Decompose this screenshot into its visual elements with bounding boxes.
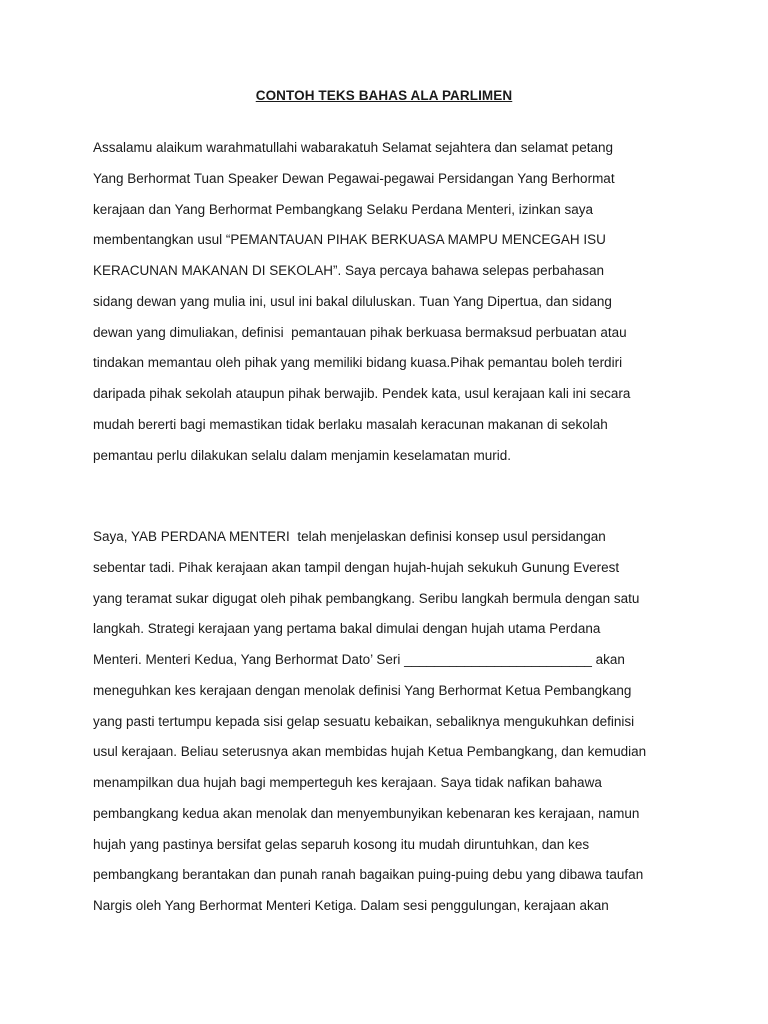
paragraph-2-line: yang teramat sukar digugat oleh pihak pembangkang. Seribu langkah bermula dengan satu bbox=[93, 591, 640, 606]
paragraph-2-line: pembangkang kedua akan menolak dan menyembunyikan kebenaran kes kerajaan, namun bbox=[93, 806, 640, 821]
paragraph-2-line: menampilkan dua hujah bagi memperteguh kes kerajaan. Saya tidak nafikan bahawa bbox=[93, 775, 602, 790]
paragraph-1-line: membentangkan usul “PEMANTAUAN PIHAK BERKUASA MAMPU MENCEGAH ISU bbox=[93, 232, 606, 247]
paragraph-1-line: daripada pihak sekolah ataupun pihak berwajib. Pendek kata, usul kerajaan kali ini secara bbox=[93, 386, 631, 401]
paragraph-2-line: hujah yang pastinya bersifat gelas separuh kosong itu mudah diruntuhkan, dan kes bbox=[93, 837, 590, 852]
paragraph-1-line: Assalamu alaikum warahmatullahi wabarakatuh Selamat sejahtera dan selamat petang bbox=[93, 140, 614, 155]
paragraph-2-line: sebentar tadi. Pihak kerajaan akan tampil dengan hujah-hujah sekukuh Gunung Everest bbox=[93, 560, 620, 575]
paragraph-2-line: meneguhkan kes kerajaan dengan menolak definisi Yang Berhormat Ketua Pembangkang bbox=[93, 683, 632, 698]
paragraph-1-line: Yang Berhormat Tuan Speaker Dewan Pegawai-pegawai Persidangan Yang Berhormat bbox=[93, 171, 615, 186]
paragraph-1-line: pemantau perlu dilakukan selalu dalam menjamin keselamatan murid. bbox=[93, 448, 511, 463]
paragraph-1-line: KERACUNAN MAKANAN DI SEKOLAH”. Saya percaya bahawa selepas perbahasan bbox=[93, 263, 604, 278]
paragraph-2-line: usul kerajaan. Beliau seterusnya akan membidas hujah Ketua Pembangkang, dan kemudian bbox=[93, 744, 647, 759]
paragraph-1-line: kerajaan dan Yang Berhormat Pembangkang Selaku Perdana Menteri, izinkan saya bbox=[93, 202, 594, 217]
paragraph-2-line: Saya, YAB PERDANA MENTERI telah menjelaskan definisi konsep usul persidangan bbox=[93, 529, 606, 544]
document-title: CONTOH TEKS BAHAS ALA PARLIMEN bbox=[255, 88, 513, 103]
paragraph-2-line: Menteri. Menteri Kedua, Yang Berhormat Dato’ Seri _________________________ akan bbox=[93, 652, 625, 667]
paragraph-1-line: mudah bererti bagi memastikan tidak berlaku masalah keracunan makanan di sekolah bbox=[93, 417, 608, 432]
paragraph-1-line: dewan yang dimuliakan, definisi pemantauan pihak berkuasa bermaksud perbuatan atau bbox=[93, 325, 627, 340]
paragraph-2-line: yang pasti tertumpu kepada sisi gelap sesuatu kebaikan, sebaliknya mengukuhkan definisi bbox=[93, 714, 635, 729]
paragraph-2-line: Nargis oleh Yang Berhormat Menteri Ketiga. Dalam sesi penggulungan, kerajaan akan bbox=[93, 898, 609, 913]
paragraph-1-line: sidang dewan yang mulia ini, usul ini bakal diluluskan. Tuan Yang Dipertua, dan sidang bbox=[93, 294, 612, 309]
paragraph-1-line: tindakan memantau oleh pihak yang memiliki bidang kuasa.Pihak pemantau boleh terdiri bbox=[93, 355, 623, 370]
paragraph-2-line: pembangkang berantakan dan punah ranah bagaikan puing-puing debu yang dibawa taufan bbox=[93, 867, 644, 882]
paragraph-2-line: langkah. Strategi kerajaan yang pertama bakal dimulai dengan hujah utama Perdana bbox=[93, 621, 601, 636]
